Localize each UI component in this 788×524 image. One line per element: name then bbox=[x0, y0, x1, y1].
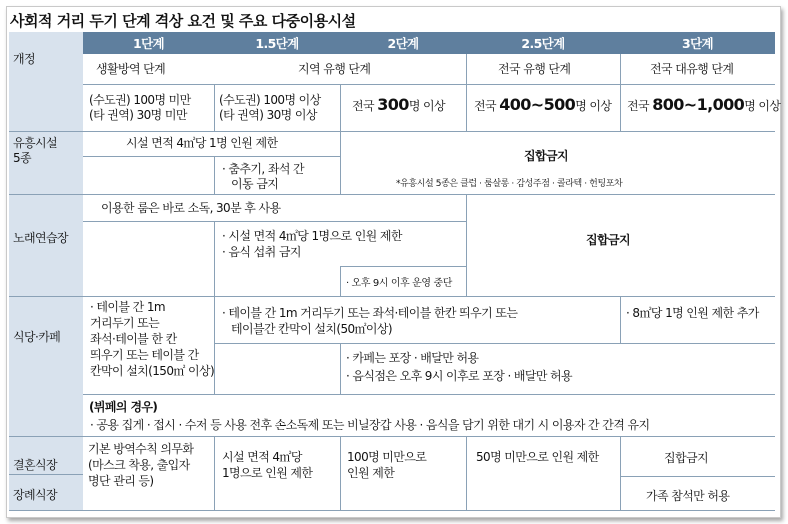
stage-3-req-number: 800~1,000 bbox=[652, 95, 745, 114]
grid-line bbox=[83, 84, 775, 85]
grid-line bbox=[214, 296, 215, 394]
restaurant-stage-1-5-rule-2: 테이블간 칸막이 설치(50㎡이상) bbox=[231, 322, 392, 336]
row-label-karaoke: 노래연습장 bbox=[13, 231, 68, 245]
stage-1-name: 생활방역 단계 bbox=[96, 62, 166, 76]
restaurant-stage-1-rule-4: 띄우기 또는 테이블 간 bbox=[90, 348, 199, 362]
grid-line bbox=[340, 131, 341, 194]
grid-line bbox=[214, 156, 215, 194]
grid-line bbox=[83, 156, 340, 157]
wedding-stage-1-5-rule-2: 1명으로 인원 제한 bbox=[222, 466, 313, 480]
restaurant-stage-2-rule-2: · 음식점은 오후 9시 이후로 포장 · 배달만 허용 bbox=[346, 369, 573, 383]
row-label-reorg: 개정 bbox=[13, 52, 35, 66]
restaurant-stage-2-rule-1: · 카페는 포장 · 배달만 허용 bbox=[346, 351, 479, 365]
label-column-top bbox=[9, 32, 83, 54]
entertain-ban: 집합금지 bbox=[524, 149, 568, 163]
grid-line bbox=[214, 436, 215, 510]
funeral-stage-3-rule: 가족 참석만 허용 bbox=[646, 489, 730, 503]
wedding-stage-1-rule-1: 기본 방역수칙 의무화 bbox=[88, 442, 194, 456]
page-title: 사회적 거리 두기 단계 격상 요건 및 주요 다중이용시설 bbox=[10, 12, 356, 30]
stage-2-req-number: 300 bbox=[377, 95, 409, 114]
grid-line bbox=[83, 394, 775, 395]
stage-1-requirement-other: (타 권역) 30명 미만 bbox=[89, 108, 187, 122]
karaoke-ban: 집합금지 bbox=[586, 233, 630, 247]
grid-line bbox=[83, 221, 466, 222]
grid-line bbox=[214, 84, 215, 131]
grid-line bbox=[340, 266, 341, 296]
grid-line bbox=[340, 436, 341, 510]
header-stage-3: 3단계 bbox=[620, 32, 775, 54]
stage-1-5-2-name: 지역 유행 단계 bbox=[298, 62, 371, 76]
stage-2-req-prefix: 전국 bbox=[352, 99, 378, 113]
grid-line bbox=[214, 221, 215, 296]
grid-line bbox=[620, 476, 775, 477]
stage-1-5-requirement-other: (타 권역) 30명 이상 bbox=[219, 108, 317, 122]
karaoke-stage-1-5-rule-1: · 시설 면적 4㎡당 1명으로 인원 제한 bbox=[222, 229, 402, 243]
row-label-entertain-1: 유흥시설 bbox=[13, 136, 57, 150]
stage-2-requirement bbox=[352, 97, 445, 114]
grid-line bbox=[9, 474, 83, 475]
stage-1-5-requirement-capital: (수도권) 100명 이상 bbox=[219, 93, 321, 107]
header-stage-2: 2단계 bbox=[340, 32, 466, 54]
restaurant-stage-1-rule-3: 좌석·테이블 한 칸 bbox=[90, 332, 177, 346]
grid-line bbox=[466, 54, 467, 131]
grid-line bbox=[9, 296, 775, 297]
restaurant-stage-1-rule-2: 거리두기 또는 bbox=[90, 316, 160, 330]
grid-line bbox=[340, 84, 341, 131]
label-restaurant bbox=[9, 296, 83, 436]
wedding-stage-1-rule-2: (마스크 착용, 출입자 bbox=[88, 458, 190, 472]
wedding-stage-2-rule-2: 인원 제한 bbox=[347, 466, 395, 480]
stage-2-req-suffix: 명 이상 bbox=[408, 99, 446, 113]
grid-line bbox=[466, 436, 467, 510]
grid-line bbox=[620, 54, 621, 131]
wedding-stage-3-ban: 집합금지 bbox=[664, 451, 708, 465]
header-stage-1: 1단계 bbox=[83, 32, 214, 54]
buffet-text: · 공용 집게 · 접시 · 수저 등 사용 전후 손소독제 또는 비닐장갑 사용 · 음식을 담기 위한 대기 시 이용자 간 간격 유지 bbox=[90, 418, 650, 432]
row-label-restaurant: 식당·카페 bbox=[13, 330, 61, 344]
row-label-wedding: 결혼식장 bbox=[13, 458, 57, 472]
stage-3-requirement bbox=[627, 97, 780, 114]
grid-line bbox=[620, 296, 621, 343]
stage-2-5-requirement bbox=[474, 97, 611, 114]
wedding-stage-1-5-rule-1: 시설 면적 4㎡당 bbox=[222, 450, 302, 464]
entertain-stage-1-5-rule-1: · 춤추기, 좌석 간 bbox=[222, 162, 305, 176]
stage-2-5-name: 전국 유행 단계 bbox=[498, 62, 571, 76]
stage-3-name: 전국 대유행 단계 bbox=[650, 62, 734, 76]
grid-line bbox=[340, 343, 341, 394]
wedding-stage-2-rule-1: 100명 미만으로 bbox=[347, 450, 427, 464]
row-label-entertain-2: 5종 bbox=[13, 151, 32, 165]
entertain-note: *유흥시설 5종은 클럽 · 룸살롱 · 감성주점 · 콜라텍 · 헌팅포차 bbox=[396, 179, 623, 189]
restaurant-stage-1-5-rule-1: · 테이블 간 1m 거리두기 또는 좌석·테이블 한칸 띄우기 또는 bbox=[222, 306, 518, 320]
grid-line bbox=[340, 266, 466, 267]
stage-2-5-req-suffix: 명 이상 bbox=[575, 99, 612, 113]
karaoke-stage-2-rule: · 오후 9시 이후 운영 중단 bbox=[346, 278, 452, 289]
grid-line bbox=[214, 343, 775, 344]
grid-line bbox=[9, 436, 775, 437]
grid-line bbox=[9, 131, 775, 132]
stage-3-req-suffix: 명 이상 bbox=[744, 99, 781, 113]
grid-line bbox=[620, 436, 621, 510]
header-stage-1-5: 1.5단계 bbox=[214, 32, 340, 54]
header-stage-2-5: 2.5단계 bbox=[466, 32, 620, 54]
buffet-title: (뷔페의 경우) bbox=[89, 400, 158, 414]
wedding-stage-1-rule-3: 명단 관리 등) bbox=[88, 474, 154, 488]
restaurant-stage-1-rule-5: 칸막이 설치(150㎡ 이상) bbox=[90, 364, 215, 378]
stage-2-5-req-prefix: 전국 bbox=[474, 99, 500, 113]
grid-line bbox=[9, 510, 775, 511]
stage-3-req-prefix: 전국 bbox=[627, 99, 653, 113]
karaoke-stage-1-rule: 이용한 룸은 바로 소독, 30분 후 사용 bbox=[101, 201, 281, 215]
row-label-funeral: 장례식장 bbox=[13, 488, 57, 502]
grid-line bbox=[466, 194, 467, 296]
wedding-stage-2-5-rule: 50명 미만으로 인원 제한 bbox=[476, 450, 599, 464]
entertain-stage-1-5-rule-2: 이동 금지 bbox=[231, 177, 279, 191]
grid-line bbox=[9, 194, 775, 195]
karaoke-stage-1-5-rule-2: · 음식 섭취 금지 bbox=[222, 245, 301, 259]
entertain-stage-1-rule: 시설 면적 4㎡당 1명 인원 제한 bbox=[126, 136, 278, 150]
restaurant-stage-1-rule-1: · 테이블 간 1m bbox=[90, 300, 165, 314]
stage-1-requirement-capital: (수도권) 100명 미만 bbox=[89, 93, 191, 107]
stage-2-5-req-number: 400~500 bbox=[499, 95, 576, 114]
restaurant-stage-3-rule: · 8㎡당 1명 인원 제한 추가 bbox=[626, 306, 759, 320]
